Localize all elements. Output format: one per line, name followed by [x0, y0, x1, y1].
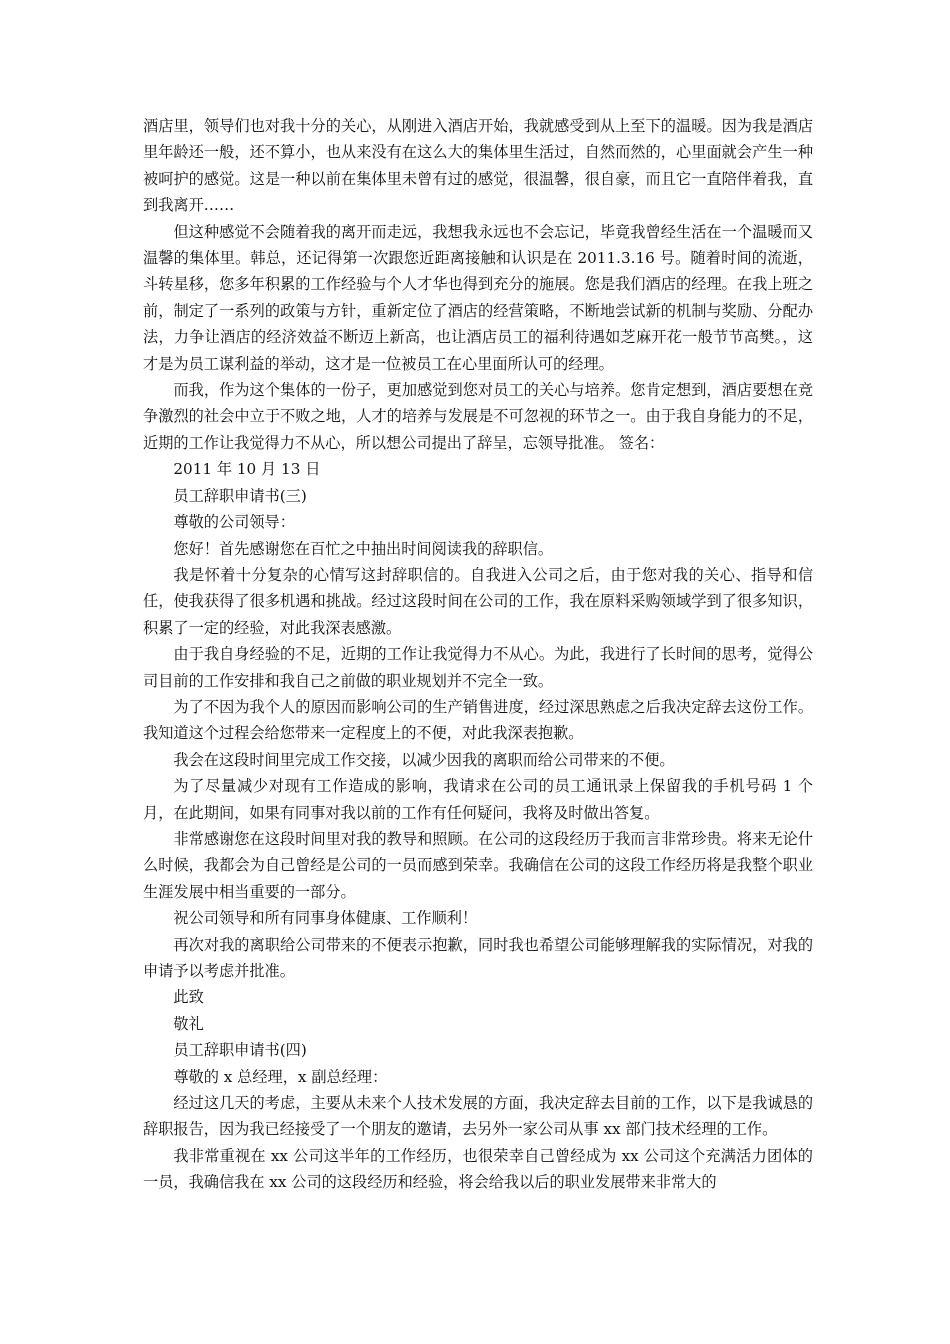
salutation: 尊敬的 x 总经理，x 副总经理：: [173, 1067, 388, 1086]
paragraph: 为了尽量减少对现有工作造成的影响，我请求在公司的员工通讯录上保留我的手机号码 1 个月，在此期间，如果有同事对我以前的工作有任何疑问，我将及时做出答复。: [143, 777, 813, 822]
paragraph: 我非常重视在 xx 公司这半年的工作经历，也很荣幸自己曾经成为 xx 公司这个充满活力团体的一员，我确信我在 xx 公司的这段经历和经验，将会给我以后的职业发展带来非常大的: [143, 1146, 813, 1192]
paragraph: 祝公司领导和所有同事身体健康、工作顺利！: [173, 909, 478, 928]
section-title: 员工辞职申请书(三): [173, 486, 307, 505]
section-title: 员工辞职申请书(四): [173, 1041, 307, 1060]
closing-line: 敬礼: [173, 1014, 204, 1033]
salutation: 尊敬的公司领导：: [173, 513, 295, 532]
date-line: 2011 年 10 月 13 日: [173, 460, 321, 479]
closing-line: 此致: [173, 988, 204, 1007]
paragraph: 我是怀着十分复杂的心情写这封辞职信的。自我进入公司之后，由于您对我的关心、指导和信任，使我获得了很多机遇和挑战。经过这段时间在公司的工作，我在原料采购领域学到了很多知识，积累了一定的经验，对此我深表感激。: [143, 565, 813, 637]
paragraph: 再次对我的离职给公司带来的不便表示抱歉，同时我也希望公司能够理解我的实际情况，对我的申请予以考虑并批准。: [143, 935, 813, 980]
paragraph: 非常感谢您在这段时间里对我的教导和照顾。在公司的这段经历于我而言非常珍贵。将来无论什么时候，我都会为自己曾经是公司的一员而感到荣幸。我确信在公司的这段工作经历将是我整个职业生涯发展中相当重要的一部分。: [143, 829, 813, 901]
paragraph: 您好！首先感谢您在百忙之中抽出时间阅读我的辞职信。: [173, 539, 554, 558]
paragraph: 为了不因为我个人的原因而影响公司的生产销售进度，经过深思熟虑之后我决定辞去这份工作。我知道这个过程会给您带来一定程度上的不便，对此我深表抱歉。: [143, 697, 813, 743]
paragraph-continued: 酒店里，领导们也对我十分的关心，从刚进入酒店开始，我就感受到从上至下的温暖。因为我是酒店里年龄还一般，还不算小，也从来没有在这么大的集体里生活过，自然而然的，心里面就会产生一种被呵护的感觉。这是一种以前在集体里未曾有过的感觉，很温馨，很自豪，而且它一直陪伴着我，直到我离开……: [143, 117, 813, 215]
paragraph: 但这种感觉不会随着我的离开而走远，我想我永远也不会忘记，毕竟我曾经生活在一个温暖而又温馨的集体里。韩总，还记得第一次跟您近距离接触和认识是在 2011.3.16 号。随着时间的流逝，斗转星移，您多年积累的工作经验与个人才华也得到充分的施展。您是我们酒店的经理。在我上班之前，制定了一系列的政策与方针，重新定位了酒店的经营策略，不断地尝试新的机制与奖励、分配办法，力争让酒店的经济效益不断迈上新高，也让酒店员工的福利待遇如芝麻开花一般节节高樊。，这才是为员工谋利益的举动，这才是一位被员工在心里面所认可的经理。: [143, 222, 813, 373]
paragraph: 而我，作为这个集体的一份子，更加感觉到您对员工的关心与培养。您肯定想到，酒店要想在竞争激烈的社会中立于不败之地，人才的培养与发展是不可忽视的环节之一。由于我自身能力的不足，近期的工作让我觉得力不从心，所以想公司提出了辞呈，忘领导批准。 签名：: [143, 381, 813, 452]
paragraph: 由于我自身经验的不足，近期的工作让我觉得力不从心。为此，我进行了长时间的思考，觉得公司目前的工作安排和我自己之前做的职业规划并不完全一致。: [143, 645, 813, 690]
paragraph: 我会在这段时间里完成工作交接，以减少因我的离职而给公司带来的不便。: [173, 750, 675, 769]
paragraph: 经过这几天的考虑，主要从未来个人技术发展的方面，我决定辞去目前的工作，以下是我诚恳的辞职报告，因为我已经接受了一个朋友的邀请，去另外一家公司从事 xx 部门技术经理的工作。: [143, 1094, 813, 1139]
document-body: [143, 113, 813, 1196]
